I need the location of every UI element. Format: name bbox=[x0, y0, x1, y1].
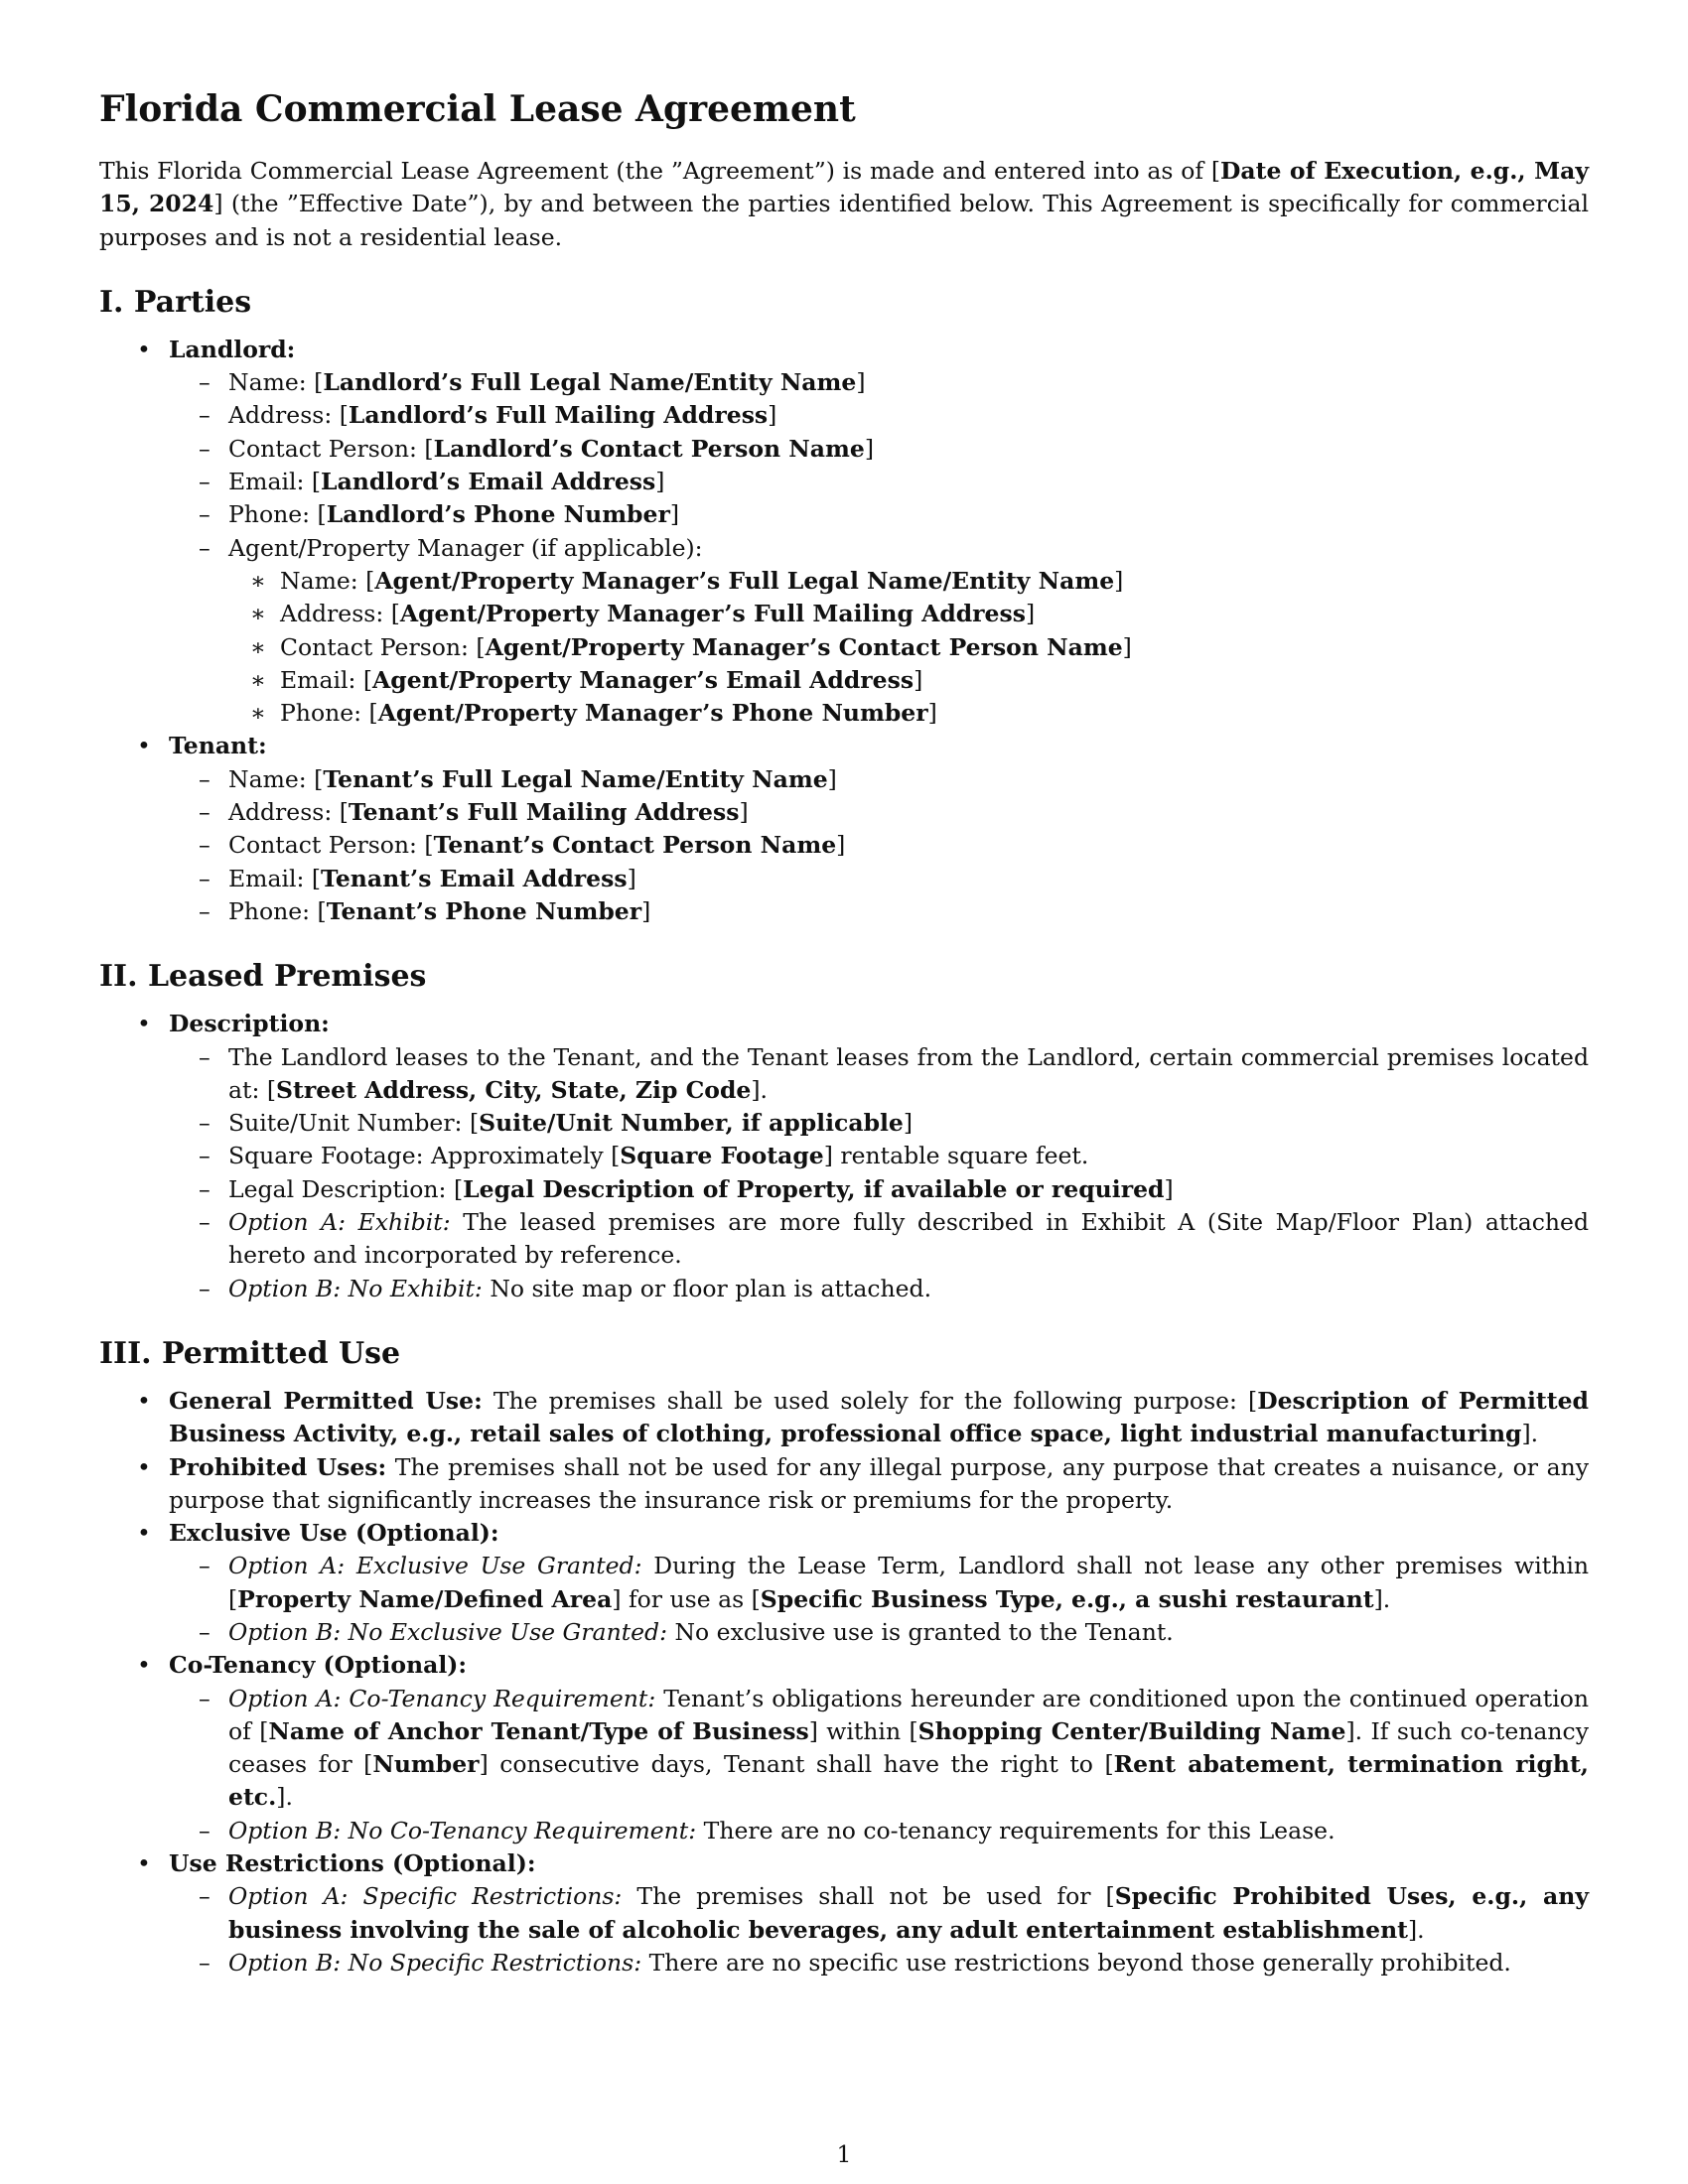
landlord-label: Landlord: bbox=[169, 335, 296, 363]
restrictions-option-a: – Option A: Specific Restrictions: The premises shall not be used for [Specific Prohibited Uses, e.g., any business involving the sale of alcoholic beverages, any adult entertainment establishment]. bbox=[99, 1880, 1589, 1947]
general-permitted-use-item: • General Permitted Use: The premises shall be used solely for the following purpose: [Description of Permitted Business Activity, e.g., retail sales of clothing, professional office space, light industrial manufacturing]. bbox=[99, 1385, 1589, 1451]
tenant-address-line: – Address: [Tenant’s Full Mailing Address] bbox=[99, 796, 1589, 829]
section-heading-permitted-use: III. Permitted Use bbox=[99, 1335, 401, 1371]
co-tenancy-item: • Co-Tenancy (Optional): – Option A: Co-Tenancy Requirement: Tenant’s obligations hereunder are conditioned upon the continued operation of [Name of Anchor Tenant/Type of Business] within [Shopping Center/Building Name]. If such co-tenancy ceases for [Number] consecutive days, Tenant shall have the right to [Rent abatement, termination right, etc.]. – Option B: No Co-Tenancy Requirement: There are no co-tenancy requirements for this Lease. bbox=[99, 1649, 1589, 1847]
agent-phone-line: ∗ Phone: [Agent/Property Manager’s Phone Number] bbox=[99, 697, 1589, 730]
agent-name-line: ∗ Name: [Agent/Property Manager’s Full Legal Name/Entity Name] bbox=[99, 565, 1589, 598]
parties-list bbox=[99, 334, 1589, 928]
use-restrictions-options bbox=[169, 1880, 1589, 1979]
description-label: Description: bbox=[169, 1010, 330, 1038]
landlord-address-line: – Address: [Landlord’s Full Mailing Address] bbox=[99, 399, 1589, 432]
prohibited-uses-item: • Prohibited Uses: The premises shall not be used for any illegal purpose, any purpose that creates a nuisance, or any purpose that significantly increases the insurance risk or premiums for the property. bbox=[99, 1451, 1589, 1518]
tenant-phone-line: – Phone: [Tenant’s Phone Number] bbox=[99, 895, 1589, 928]
use-restrictions-item: • Use Restrictions (Optional): – Option A: Specific Restrictions: The premises shall not be used for [Specific Prohibited Uses, e.g., any business involving the sale of alcoholic beverages, any adult entertainment establishment]. – Option B: No Specific Restrictions: There are no specific use restrictions beyond those generally prohibited. bbox=[99, 1847, 1589, 1979]
exhibit-option-a: – Option A: Exhibit: The leased premises are more fully described in Exhibit A (Site Map/Floor Plan) attached hereto and incorporated by reference. bbox=[99, 1206, 1589, 1273]
co-tenancy-options bbox=[169, 1683, 1589, 1847]
landlord-contact-line: – Contact Person: [Landlord’s Contact Person Name] bbox=[99, 433, 1589, 466]
landlord-details bbox=[169, 366, 1589, 730]
suite-unit-line: – Suite/Unit Number: [Suite/Unit Number, if applicable] bbox=[99, 1107, 1589, 1140]
tenant-details bbox=[169, 763, 1589, 928]
effective-date-placeholder: Date of Execution, e.g., May 15, 2024 bbox=[99, 157, 1589, 218]
tenant-name-line: – Name: [Tenant’s Full Legal Name/Entity Name] bbox=[99, 763, 1589, 796]
square-footage-line: – Square Footage: Approximately [Square Footage] rentable square feet. bbox=[99, 1140, 1589, 1172]
exhibit-option-b: – Option B: No Exhibit: No site map or floor plan is attached. bbox=[99, 1273, 1589, 1305]
legal-description-line: – Legal Description: [Legal Description of Property, if available or required] bbox=[99, 1173, 1589, 1206]
agent-details bbox=[228, 565, 1589, 730]
document-title: Florida Commercial Lease Agreement bbox=[99, 88, 856, 130]
document-page bbox=[99, 87, 1589, 1979]
tenant-label: Tenant: bbox=[169, 732, 267, 760]
tenant-item bbox=[99, 730, 1589, 928]
intro-text: This Florida Commercial Lease Agreement (the ”Agreement”) is made and entered into as of [ bbox=[99, 157, 1221, 185]
landlord-phone-line: – Phone: [Landlord’s Phone Number] bbox=[99, 498, 1589, 531]
agent-email-line: ∗ Email: [Agent/Property Manager’s Email Address] bbox=[99, 664, 1589, 697]
premises-location-line: – The Landlord leases to the Tenant, and the Tenant leases from the Landlord, certain commercial premises located at: [Street Address, City, State, Zip Code]. bbox=[99, 1041, 1589, 1108]
description-item bbox=[99, 1008, 1589, 1305]
section-heading-parties: I. Parties bbox=[99, 284, 252, 320]
agent-contact-line: ∗ Contact Person: [Agent/Property Manager’s Contact Person Name] bbox=[99, 631, 1589, 664]
restrictions-option-b: – Option B: No Specific Restrictions: There are no specific use restrictions beyond those generally prohibited. bbox=[99, 1947, 1589, 1979]
intro-text: ] (the ”Effective Date”), by and between the parties identified below. This Agreement is specifically for commercial purposes and is not a residential lease. bbox=[99, 190, 1589, 251]
co-tenancy-option-b: – Option B: No Co-Tenancy Requirement: There are no co-tenancy requirements for this Lease. bbox=[99, 1815, 1589, 1847]
exclusive-use-item: • Exclusive Use (Optional): – Option A: Exclusive Use Granted: During the Lease Term, Landlord shall not lease any other premises within [Property Name/Defined Area] for use as [Specific Business Type, e.g., a sushi restaurant]. – Option B: No Exclusive Use Granted: No exclusive use is granted to the Tenant. bbox=[99, 1517, 1589, 1649]
landlord-name-line: – Name: [Landlord’s Full Legal Name/Entity Name] bbox=[99, 366, 1589, 399]
intro-paragraph bbox=[99, 155, 1589, 254]
exclusive-option-a: – Option A: Exclusive Use Granted: During the Lease Term, Landlord shall not lease any other premises within [Property Name/Defined Area] for use as [Specific Business Type, e.g., a sushi restaurant]. bbox=[99, 1550, 1589, 1616]
landlord-item bbox=[99, 334, 1589, 731]
page-number: 1 bbox=[836, 2140, 852, 2168]
agent-label: Agent/Property Manager (if applicable): bbox=[228, 533, 703, 562]
agent-item bbox=[99, 532, 1589, 731]
landlord-email-line: – Email: [Landlord’s Email Address] bbox=[99, 466, 1589, 498]
exclusive-use-options bbox=[169, 1550, 1589, 1649]
tenant-contact-line: – Contact Person: [Tenant’s Contact Person Name] bbox=[99, 829, 1589, 862]
description-details bbox=[169, 1041, 1589, 1305]
premises-list bbox=[99, 1008, 1589, 1305]
agent-address-line: ∗ Address: [Agent/Property Manager’s Full Mailing Address] bbox=[99, 598, 1589, 630]
tenant-email-line: – Email: [Tenant’s Email Address] bbox=[99, 863, 1589, 895]
co-tenancy-option-a: – Option A: Co-Tenancy Requirement: Tenant’s obligations hereunder are conditioned upon the continued operation of [Name of Anchor Tenant/Type of Business] within [Shopping Center/Building Name]. If such co-tenancy ceases for [Number] consecutive days, Tenant shall have the right to [Rent abatement, termination right, etc.]. bbox=[99, 1683, 1589, 1815]
permitted-use-list bbox=[99, 1385, 1589, 1979]
section-heading-leased-premises: II. Leased Premises bbox=[99, 959, 427, 995]
exclusive-option-b: – Option B: No Exclusive Use Granted: No exclusive use is granted to the Tenant. bbox=[99, 1616, 1589, 1649]
